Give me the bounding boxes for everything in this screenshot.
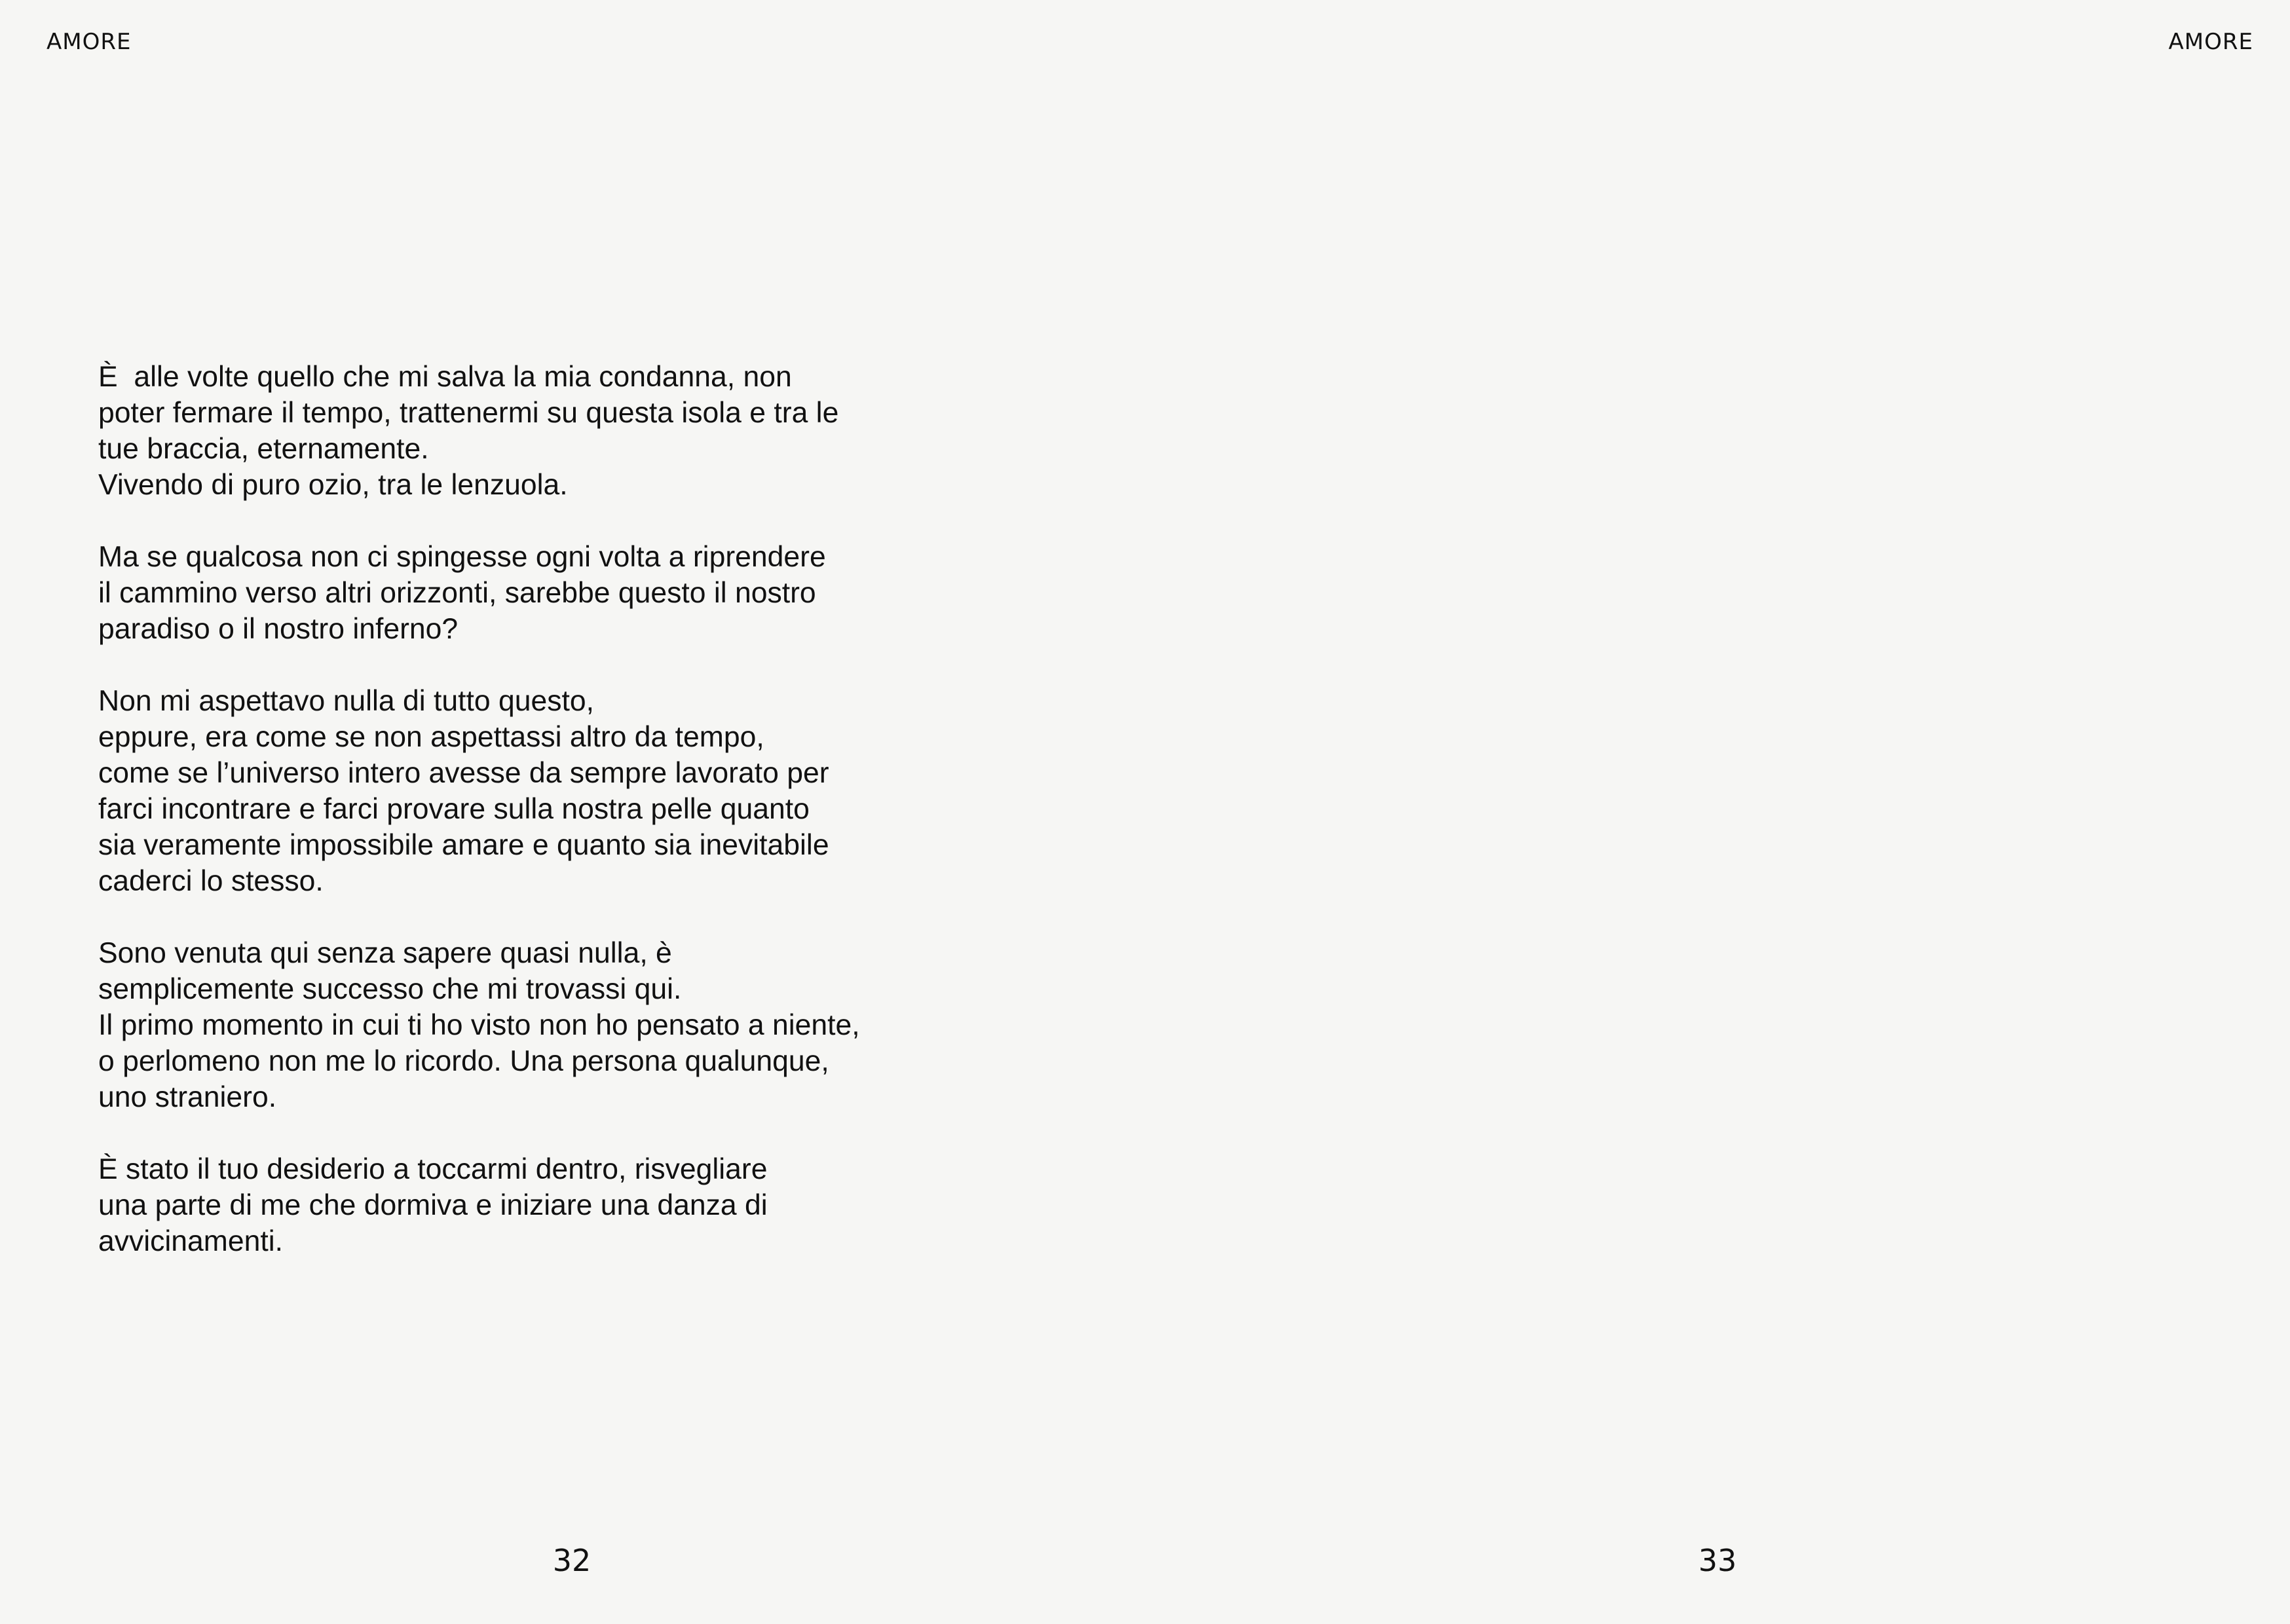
right-page — [1145, 0, 2290, 1624]
text-line: È alle volte quello che mi salva la mia condanna, non — [98, 361, 792, 393]
text-line: come se l’universo intero avesse da sempre lavorato per — [98, 757, 829, 789]
text-line: Il primo momento in cui ti ho visto non ho pensato a niente, — [98, 1009, 860, 1041]
paragraph-5 — [98, 1151, 950, 1259]
text-line: semplicemente successo che mi trovassi qui. — [98, 973, 682, 1005]
text-line: il cammino verso altri orizzonti, sarebbe questo il nostro — [98, 577, 816, 609]
text-line: caderci lo stesso. — [98, 865, 324, 897]
left-page-number: 32 — [552, 1543, 591, 1578]
text-line: o perlomeno non me lo ricordo. Una persona qualunque, — [98, 1045, 829, 1077]
text-line: poter fermare il tempo, trattenermi su questa isola e tra le — [98, 397, 839, 429]
text-line: eppure, era come se non aspettassi altro da tempo, — [98, 721, 764, 753]
text-line: avvicinamenti. — [98, 1225, 283, 1257]
left-page-body-text — [98, 359, 950, 1295]
text-line: È stato il tuo desiderio a toccarmi dentro, risvegliare — [98, 1153, 768, 1185]
paragraph-2 — [98, 539, 950, 647]
text-line: Non mi aspettavo nulla di tutto questo, — [98, 685, 594, 717]
text-line: tue braccia, eternamente. — [98, 433, 429, 465]
text-line: Sono venuta qui senza sapere quasi nulla, è — [98, 937, 672, 969]
text-line: sia veramente impossibile amare e quanto sia inevitabile — [98, 829, 829, 861]
right-page-number: 33 — [1698, 1543, 1737, 1578]
right-running-header: AMORE — [2168, 29, 2253, 55]
text-line: farci incontrare e farci provare sulla nostra pelle quanto — [98, 793, 810, 825]
left-running-header: AMORE — [47, 29, 132, 55]
text-line: una parte di me che dormiva e iniziare una danza di — [98, 1189, 768, 1221]
text-line: Vivendo di puro ozio, tra le lenzuola. — [98, 469, 568, 501]
paragraph-4 — [98, 935, 950, 1115]
text-line: Ma se qualcosa non ci spingesse ogni volta a riprendere — [98, 541, 826, 573]
text-line: paradiso o il nostro inferno? — [98, 613, 459, 645]
paragraph-1 — [98, 359, 950, 503]
paragraph-3 — [98, 683, 950, 899]
text-line: uno straniero. — [98, 1081, 277, 1113]
